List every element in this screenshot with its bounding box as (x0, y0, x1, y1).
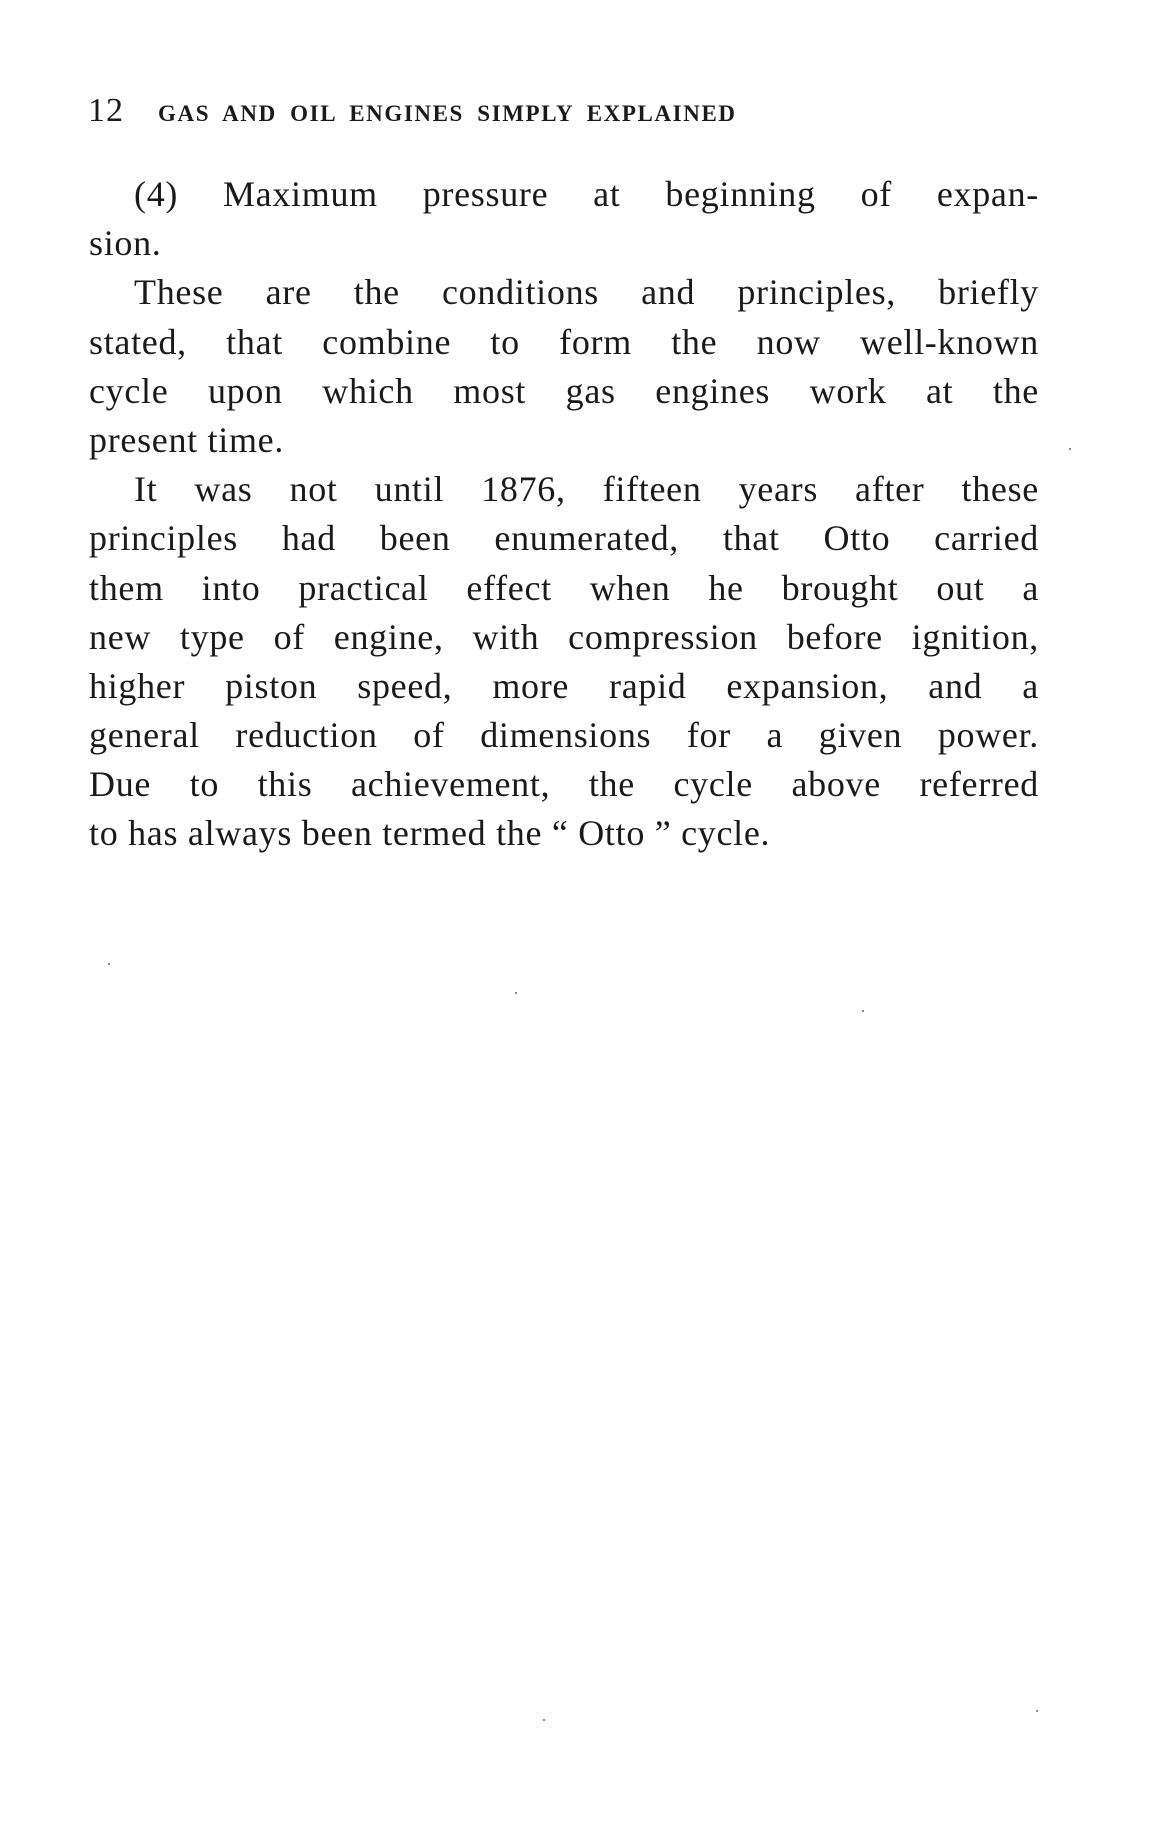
body-text (89, 170, 1039, 859)
scan-speck (515, 992, 517, 994)
text-line: present time. (89, 419, 285, 460)
scan-speck (108, 963, 110, 965)
scan-speck (543, 1719, 545, 1721)
text-line: new type of engine, with compression before ignition, (89, 616, 1039, 657)
text-line: general reduction of dimensions for a given power. (89, 715, 1039, 756)
scan-speck (1036, 1710, 1038, 1712)
text-line: It was not until 1876, fifteen years after these (134, 469, 1039, 510)
paragraph (89, 170, 1039, 268)
text-line: Due to this achievement, the cycle above referred (89, 764, 1039, 805)
text-line: higher piston speed, more rapid expansion, and a (89, 665, 1039, 706)
running-head (88, 92, 1038, 132)
text-line: sion. (89, 223, 162, 264)
text-line: them into practical effect when he brought out a (89, 567, 1039, 608)
text-line: (4) Maximum pressure at beginning of expan- (134, 174, 1039, 214)
paragraph (89, 465, 1039, 859)
scan-speck (1069, 448, 1071, 450)
text-line: principles had been enumerated, that Otto carried (89, 518, 1039, 559)
text-line: to has always been termed the “ Otto ” cycle. (89, 813, 771, 854)
paragraph (89, 268, 1039, 465)
text-line: These are the conditions and principles, briefly (134, 272, 1039, 313)
text-line: cycle upon which most gas engines work at the (89, 370, 1039, 411)
page-number: 12 (88, 92, 124, 129)
running-head-title: GAS AND OIL ENGINES SIMPLY EXPLAINED (158, 101, 737, 126)
scan-speck (862, 1010, 864, 1012)
text-line: stated, that combine to form the now well-known (89, 321, 1039, 362)
